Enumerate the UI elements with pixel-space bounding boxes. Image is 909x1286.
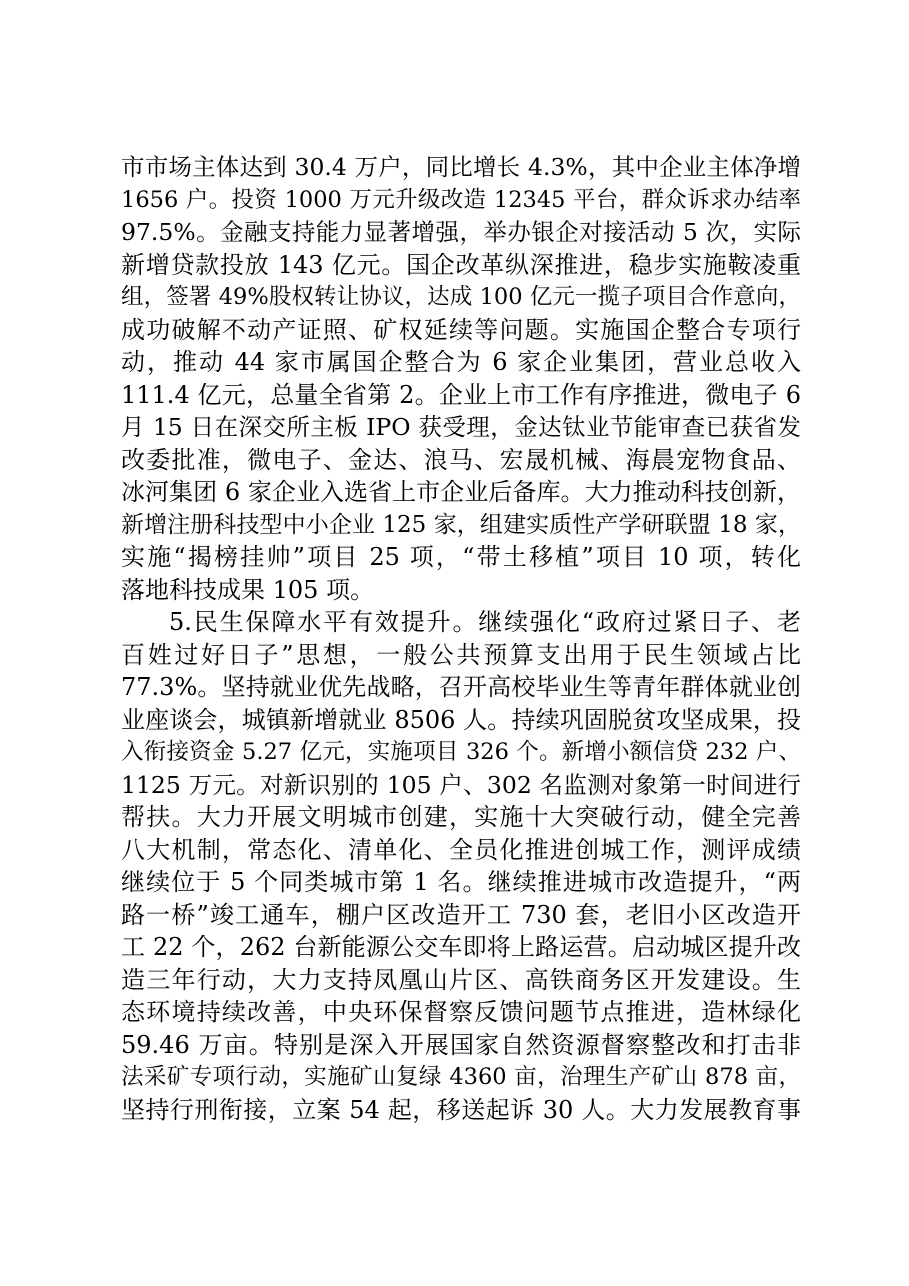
text-line: 工 22 个，262 台新能源公交车即将上路运营。启动城区提升改 (121, 933, 801, 961)
text-line: 1656 户。投资 1000 万元升级改造 12345 平台，群众诉求办结率 (121, 186, 801, 213)
text-line: 动，推动 44 家市属国企整合为 6 家企业集团，营业总收入 (121, 348, 801, 376)
text-line: 111.4 亿元，总量全省第 2。企业上市工作有序推进，微电子 6 (121, 380, 801, 409)
text-line: 态环境持续改善，中央环保督察反馈问题节点推进，造林绿化 (121, 998, 801, 1026)
text-line: 1125 万元。对新识别的 105 户、302 名监测对象第一时间进行 (121, 770, 801, 799)
text-line: 八大机制，常态化、清单化、全员化推进创城工作，测评成绩 (121, 835, 801, 864)
text-line: 坚持行刑衔接，立案 54 起，移送起诉 30 人。大力发展教育事 (121, 1095, 801, 1124)
text-line: 月 15 日在深交所主板 IPO 获受理，金达钛业节能审查已获省发 (121, 413, 801, 441)
text-line: 实施“揭榜挂帅”项目 25 项，“带土移植”项目 10 项，转化 (121, 543, 801, 571)
text-line: 改委批准，微电子、金达、浪马、宏晟机械、海晨宠物食品、 (121, 445, 801, 474)
text-line: 继续位于 5 个同类城市第 1 名。继续推进城市改造提升，“两 (121, 868, 801, 896)
text-line: 97.5%。金融支持能力显著增强，举办银企对接活动 5 次，实际 (121, 218, 801, 246)
text-line: 市市场主体达到 30.4 万户，同比增长 4.3%，其中企业主体净增 (121, 153, 801, 181)
text-line: 59.46 万亩。特别是深入开展国家自然资源督察整改和打击非 (121, 1030, 801, 1059)
body-text (121, 151, 801, 1126)
text-line: 新增贷款投放 143 亿元。国企改革纵深推进，稳步实施鞍凌重 (121, 250, 801, 279)
text-line: 路一桥”竣工通车，棚户区改造开工 730 套，老旧小区改造开 (121, 900, 801, 929)
text-line: 业座谈会，城镇新增就业 8506 人。持续巩固脱贫攻坚成果，投 (121, 705, 801, 734)
text-line: 冰河集团 6 家企业入选省上市企业后备库。大力推动科技创新， (121, 478, 801, 506)
text-line: 组，签署 49%股权转让协议，达成 100 亿元一揽子项目合作意向， (121, 284, 801, 310)
text-line: 新增注册科技型中小企业 125 家，组建实质性产学研联盟 18 家， (121, 511, 801, 538)
text-line: 入衔接资金 5.27 亿元，实施项目 326 个。新增小额信贷 232 户、 (121, 739, 801, 765)
paragraph-end-line: 落地科技成果 105 项。 (121, 575, 375, 604)
section-heading-line: 5.民生保障水平有效提升。继续强化“政府过紧日子、老 (169, 608, 801, 636)
text-line: 法采矿专项行动，实施矿山复绿 4360 亩，治理生产矿山 878 亩， (121, 1064, 801, 1090)
text-line: 77.3%。坚持就业优先战略，召开高校毕业生等青年群体就业创 (121, 673, 801, 701)
text-line: 成功破解不动产证照、矿权延续等问题。实施国企整合专项行 (121, 315, 801, 344)
text-line: 百姓过好日子”思想，一般公共预算支出用于民生领域占比 (121, 640, 801, 669)
text-line: 帮扶。大力开展文明城市创建，实施十大突破行动，健全完善 (121, 803, 801, 831)
text-line: 造三年行动，大力支持凤凰山片区、高铁商务区开发建设。生 (121, 965, 801, 994)
